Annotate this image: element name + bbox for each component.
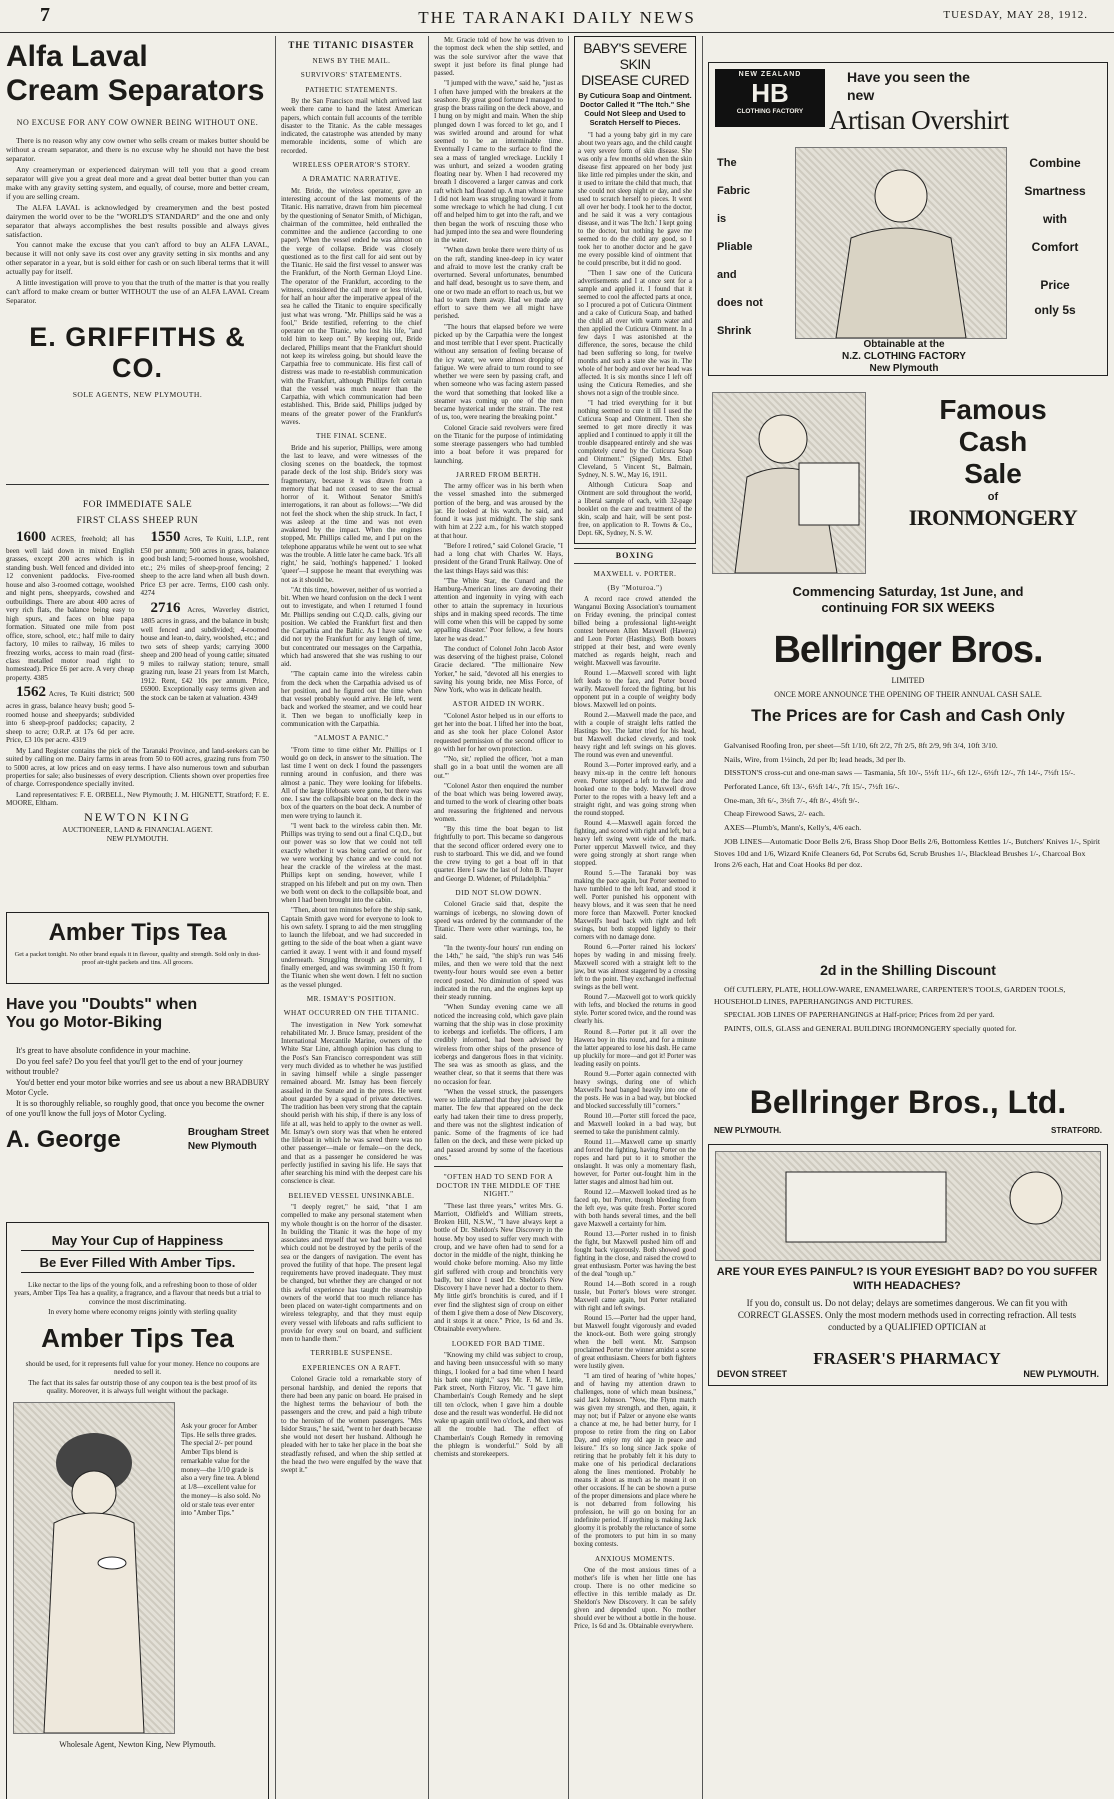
hb-badge-top: NEW ZEALAND xyxy=(738,71,802,78)
sale-text: Sale xyxy=(964,458,1022,489)
listing-number: 1550 xyxy=(150,529,181,545)
griffiths-name: E. GRIFFITHS & CO. xyxy=(29,322,246,384)
cuticura-para: "I had tried everything for it but nothing seemed to cure it till I used the Cuticura Soap and Ointment. Then she seemed to get more directly it was applied and I continued to apply it till the trouble disappeared entirely and she was completely cured by the Cuticura Soap and Ointment." (Signed) Mrs. Ethel Cleveland, 5 Vincent St., Balmain, Sydney, N. S. W., May 16, 1911. xyxy=(578,400,692,480)
page-number: 7 xyxy=(40,4,50,26)
discount-body xyxy=(714,984,1102,1037)
hb-price-label: Price xyxy=(1040,278,1070,292)
subheading: DID NOT SLOW DOWN. xyxy=(455,888,542,897)
boxing-byline: (By "Moturoa.") xyxy=(607,584,663,593)
listing-number: 1562 xyxy=(16,684,46,701)
hb-town: New Plymouth xyxy=(869,363,939,374)
right-ad-column xyxy=(708,36,1114,1799)
subheading: WIRELESS OPERATOR'S STORY. xyxy=(292,160,411,169)
alfa-title: Alfa Laval xyxy=(6,40,148,73)
croup-subheading: LOOKED FOR BAD TIME. xyxy=(451,1339,546,1348)
alfa-para: You cannot make the excuse that you can't afford to buy an ALFA LAVAL, because it will not only save its cost over any gravity setting in six months and any other separator in a year, but is sold either for cash or on such liberal terms that it will actually pay for itself. xyxy=(6,240,269,277)
alfa-para: A little investigation will prove to you that the truth of the matter is that you really can't afford to make cream or butter WITHOUT the use of an ALFA LAVAL Cream Separator. xyxy=(6,278,269,306)
subheading: PATHETIC STATEMENTS. xyxy=(305,85,398,94)
article-para: "When the vessel struck, the passengers were so little alarmed that they joked over the matter. The few that appeared on the deck early had taken their time to dress properly, and there was not the slightest indication of panic. Some of the fragments of ice had fallen on the deck, and these were picked up and passed around by some of the facetious ones." xyxy=(434,1087,563,1162)
boxing-para: Round 9.—Porter again connected with heavy swings, during one of which Maxwell's head banged heavily into one of the posts. He was in a bad way, but blocked and blocked successfully till "corners." xyxy=(574,1070,696,1110)
article-para: "When dawn broke there were thirty of us on the raft, standing knee-deep in icy water and afraid to move lest the cranky craft be overturned. Several unfortunates, benumbed and half dead, besought us to save them, and one or two made an effort to reach us, but we had to warn them away. Had we made any effort to save them we all might have perished. xyxy=(434,246,563,321)
cuticura-ad xyxy=(574,36,696,544)
croup-para: "These last three years," writes Mrs. G. Marriott, Oldfield's and William streets, Broken Hill, N.S.W., "I have always kept a bottle of Dr. Sheldon's New Discovery in the house. My boy used to suffer very much with croup, and we have often had to send for a doctor in the middle of the night, thinking he would choke before morning. Also my little girl suffered with croup and bronchitis very badly, but since I used Dr. Sheldon's New Discovery I have never had a doctor to them. My little girl's bronchitis is cured, and if I ever find the slightest sign of croup on either of them I give them a dose of New Discovery, and it stops it at once." Price, 1s 6d and 3s. Obtainable everywhere. xyxy=(434,1201,563,1334)
masthead xyxy=(0,0,1114,33)
boxing-para: Round 11.—Maxwell came up smartly and forced the fighting, having Porter on the ropes and hard put to it to smother the onslaught. It was only a momentary flash, however, for Porter out-fought him in the latter stages and almost had him out. xyxy=(574,1138,696,1186)
amber2-line2: Be Ever Filled With Amber Tips. xyxy=(21,1255,254,1273)
boxing-para: Round 1.—Maxwell scored with light left leads to the face, and Porter boxed warily. Maxwell forced the fighting, but his opponent put in a couple of weighty body blows. Maxwell led on points. xyxy=(574,669,696,709)
hb-badge-bottom: CLOTHING FACTORY xyxy=(736,108,804,115)
article-para: Bride and his superior, Phillips, were among the last to leave, and were witnesses of the closing scenes on the boatdeck, the topmost parade deck of the lost ship. Bride's story was fragmentary, because it was drawn from a memory that had not ceased to see the actual horror of it. Without Senator Smith's interrogations, it ran about as follows:—"We did not feel the shock when the ship struck. In fact, I was asleep at the time and was not even awakened by the impact. When the engines stopped, Mr. Phillips called me, and I put on the telephone apparatus while he went out to see what was the trouble. A little later he came back. 'It's all right,' he said, 'nothing's happened.' I looked 'queer'—I suppose he meant that everything was not as it should be. xyxy=(281,443,422,584)
subheading: NEWS BY THE MAIL. xyxy=(312,56,391,65)
article-para: "'No, sir,' replied the officer, 'not a man shall go in a boat until the women are all out.'" xyxy=(434,755,563,780)
bellringer-title-block xyxy=(878,394,1108,532)
price-item: Galvanised Roofing Iron, per sheet—5ft 1/10, 6ft 2/2, 7ft 2/5, 8ft 2/9, 9ft 3/4, 10ft 3/10. xyxy=(724,741,998,750)
croup-para: "Knowing my child was subject to croup, and having been unsuccessful with so many things, I looked for a bad time when I heard his bark one night," says Mr. F. M. Little, Park street, North Fitzroy, Vic. "I gave him Chamberlain's Cough Remedy and he slept till ten o'clock, when I gave him a double dose and the result was wonderful. He did not wake up again until two o'clock, and then was all the trouble had. The effect of Chamberlain's Cough Remedy in removing the phlegm is wonderful." Sold by all chemists and storekeepers. xyxy=(434,1351,563,1459)
newton-king-role: AUCTIONEER, LAND & FINANCIAL AGENT. xyxy=(62,824,213,834)
boxing-para: Round 4.—Maxwell again forced the fighting, and scored with right and left, but a heavy left swing went wide of the mark. Porter uppercut Maxwell twice, and they were going strongly at short range when stopped. xyxy=(574,820,696,868)
boxing-para: Round 7.—Maxwell got to work quickly with lefts, and blocked the returns in good style. Porter scored twice, and the round was clearly his. xyxy=(574,994,696,1026)
hb-feature: Combine xyxy=(1029,156,1081,170)
amber-tips-happiness-ad xyxy=(6,1222,269,1799)
moto-para: It's great to have absolute confidence in your machine. xyxy=(16,1046,191,1055)
sale-listings xyxy=(6,529,269,747)
boxing-heading: BOXING xyxy=(574,548,696,563)
hb-feature: with xyxy=(1043,212,1067,226)
amber-title: Amber Tips Tea xyxy=(48,919,227,946)
amber2-bottom xyxy=(13,1402,262,1734)
sale-subheading: FIRST CLASS SHEEP RUN xyxy=(76,516,199,526)
griffiths-agents: SOLE AGENTS, NEW PLYMOUTH. xyxy=(72,390,203,400)
article-para: "When Sunday evening came we all noticed the increasing cold, which gave plain warning that the ship was in close proximity to icebergs and icefields. The officers, I am credibly informed, had been advised by wireless from other ships of the presence of icebergs and dangerous floes in that vicinity. The sea was as smooth as glass, and the weather clear, so that it seems that there was no occasion for fear. xyxy=(434,1003,563,1086)
continuing-line: continuing FOR SIX WEEKS xyxy=(821,600,995,615)
moto-address: Brougham Street xyxy=(187,1127,269,1139)
article-para: Mr. Gracie told of how he was driven to the topmost deck when the ship settled, and was the sole survivor after the wave that swept it just before its final plunge had passed. xyxy=(434,36,563,77)
cash-text: Cash xyxy=(958,426,1028,457)
price-item: Nails, Wire, from 1½inch, 2d per lb; lead heads, 3d per lb. xyxy=(724,754,906,764)
moto-body xyxy=(6,1046,269,1118)
boxing-para: Round 3.—Porter improved early, and a heavy mix-up in the centre left honours even. Porter stopped a left to the face and hooked one to the body. Maxwell drove Porter to the ropes with a heavy left and a straight right, and was going strong when the round stopped. xyxy=(574,762,696,818)
article-para: The investigation in New York somewhat rehabilitated Mr. J. Bruce Ismay, president of the International Mercantile Marine, owners of the White Star Line, although opinion has clung to the Post's San Francisco correspondent was still very much divided as to whether he was justified in saving himself while a single passenger remained aboard. Mr. Ismay has been fiercely assailed in the Senate and in the press. He went about guarded by a squad of private detectives. The tradition has been very strong that the captain should perish with his ship, if there is any loss of life at all, was held to apply to the owner as well. Mr. Ismay's own story was that when he entered the lifeboat in which he was saved there was no other passenger—male or female—on the deck, and that as a passenger he considered he was perfectly justified in saving his life. He says that after searching his mind with the deepest care his conscience is clear. xyxy=(281,1020,422,1186)
moto-subtitle: You go Motor-Biking xyxy=(6,1014,163,1031)
hb-feature: The xyxy=(717,157,737,169)
amber2-para: The fact that its sales far outstrip those of any coupon tea is the best proof of its quality. Moreover, it is always full weight without the package. xyxy=(28,1378,257,1396)
anxious-heading: ANXIOUS MOMENTS. xyxy=(595,1555,675,1564)
frasers-name: FRASER'S PHARMACY xyxy=(813,1349,1001,1368)
commencing-text xyxy=(708,584,1108,616)
bellringer-name: Bellringer Bros. xyxy=(773,629,1043,671)
location-new-plymouth: NEW PLYMOUTH. xyxy=(714,1126,782,1135)
price-item: Perforated Lance, 6ft 13/-, 6½ft 14/-, 7ft 15/-, 7½ft 16/-. xyxy=(724,782,900,792)
hb-obtainable xyxy=(789,339,1019,375)
price-item: AXES—Plumb's, Mann's, Kelly's, 4/6 each. xyxy=(724,823,862,833)
boxing-para: Round 2.—Maxwell made the pace, and with a couple of straight lefts rattled the Hastings boy. The latter tried for his head, but Maxwell ducked cleverly, and took heavy right and left swings on his gloves. The round was even and uneventful. xyxy=(574,711,696,759)
eyes-question: ARE YOUR EYES PAINFUL? IS YOUR EYESIGHT BAD? DO YOU SUFFER WITH HEADACHES? xyxy=(716,1266,1098,1292)
sale-para: Land representatives: F. E. ORBELL, New Plymouth; J. M. HIGNETT, Stratford; F. E. MOORE, Eltham. xyxy=(6,790,269,808)
subheading: MR. ISMAY'S POSITION. xyxy=(306,994,397,1003)
cuticura-subtitle: By Cuticura Soap and Ointment. Doctor Called It "The Itch." She Could Not Sleep and Used to Scratch Herself to Pieces. xyxy=(578,91,692,127)
article-para: The army officer was in his berth when the vessel smashed into the submerged portion of the berg, and was aroused by the jar. He looked at his watch, he said, and found it was just midnight. The ship sank with him at 2.22 a.m., for his watch stopped at that hour. xyxy=(434,482,563,540)
hb-right-features xyxy=(1011,149,1099,321)
alfa-tagline: NO EXCUSE FOR ANY COW OWNER BEING WITHOUT ONE. xyxy=(16,118,259,127)
amber2-para: Like nectar to the lips of the young folk, and a refreshing boon to those of older years, Amber Tips Tea has a quality, a fragrance, and a flavour that needs but a trial to convince the most discriminating. xyxy=(14,1281,261,1306)
hb-feature: Comfort xyxy=(1031,240,1079,254)
amber-subtext: Get a packet tonight. No other brand equals it in flavour, quality and strength. Sold only in dust-proof air-tight packets and tins. All grocers. xyxy=(14,951,261,966)
subheading: BELIEVED VESSEL UNSINKABLE. xyxy=(288,1191,415,1200)
hb-logo xyxy=(715,69,825,127)
cuticura-para: "Then I saw one of the Cuticura advertisements and I at once sent for a sample and applied it. I found that it seemed to cool the affected parts at once, so I procured a pot of Cuticura Ointment and a cake of Cuticura Soap, and bathed the child all over with warm water and then applied the Cuticura Ointment. In a few days I was astonished at the difference, the sores, because the child had been suffering so long, for twelve months and such a state she was in. The whole of her body and over her head was affected. It is six months since I left off using the Cuticura Remedies, and she shows not a sign of the trouble since. xyxy=(578,269,692,397)
subheading: WHAT OCCURRED ON THE TITANIC. xyxy=(283,1009,420,1018)
cuticura-title: BABY'S SEVERE SKIN xyxy=(583,40,687,72)
subheading: THE FINAL SCENE. xyxy=(315,432,388,441)
sale-heading: FOR IMMEDIATE SALE xyxy=(82,500,193,510)
subheading: SURVIVORS' STATEMENTS. xyxy=(300,71,403,80)
titanic-continued-column xyxy=(434,36,563,1799)
boxing-para: Round 15.—Porter had the upper hand, but Maxwell fought vigorously and evaded the knock-out. Both were going strongly when the bell went. Mr. Sampson proclaimed Porter the winner amidst a scene of great enthusiasm. Cheers for both fighters were lustily given. xyxy=(574,1315,696,1371)
subheading: TERRIBLE SUSPENSE. xyxy=(310,1349,393,1358)
boxing-para: Round 12.—Maxwell looked tired as he faced up, but Porter, though bleeding from the left eye, was quite fresh. Porter scored with both hands several times, and the bell gave Maxwell a certainty for him. xyxy=(574,1188,696,1228)
a-george-name: A. George xyxy=(6,1126,121,1154)
boxing-para: Round 8.—Porter put it all over the Hawera boy in this round, and for a minute the latter appeared to lose his dash. He came up pluckily for more—and got it! Porter was leading easily on points. xyxy=(574,1028,696,1068)
divider xyxy=(434,1166,563,1167)
listing-text: ACRES, freehold; all has been well laid down in mixed English grasses, except 200 acres which is in standing bush. Well fenced and divided into 12 convenient paddocks. Five-roomed house and also 3-roomed cottage, woolshed and night pens, sheepyards, cowshed and outbuildings. There are about 400 acres of very rich flats, the balance being easy to high spurs, and faces on blue papa formation. Situated one mile from post office, store, school, etc.; half mile to dairy factory, 10 miles to railway, 16 miles to freezing works, access to main road (first-class metalled motor road right to homestead). Price £6 per acre. A very cheap property. 4385 xyxy=(6,535,135,682)
hb-feature: and xyxy=(717,269,737,281)
price-item: Cheap Firewood Saws, 2/- each. xyxy=(724,809,825,819)
listing-text: Acres, Waverley district, 1805 acres in grass, and the balance in bush; well fenced and subdivided; 4-roomed house and lean-to, dairy, woolshed, etc.; and two sets of sheep yards; carrying 3000 sheep and 200 head of young cattle; situated 9 miles to railway station; tenure, small grazing run, lease 21 years from 1st March, 1912. Rent, £42 10s per annum. Price, £6900. Exceptionally easy terms given and the stock can be taken at valuation. 4349 xyxy=(140,605,269,702)
moto-footer xyxy=(6,1126,269,1154)
moto-title: Have you "Doubts" when xyxy=(6,996,198,1013)
article-para: "By this time the boat began to list frightfully to port. This became so dangerous that the second officer ordered every one to rush to starboard. This we did, and we found the crew trying to get a boat off in that quarter. Here I saw the last of John B. Thayer and George D. Widener, of Philadelphia." xyxy=(434,825,563,883)
hb-feature: Shrink xyxy=(717,325,752,337)
hb-headline: Have you seen the xyxy=(847,69,970,85)
divider xyxy=(6,484,269,485)
titanic-heading: THE TITANIC DISASTER xyxy=(288,40,415,50)
amber2-footer: Wholesale Agent, Newton King, New Plymouth. xyxy=(59,1739,216,1749)
moto-town: New Plymouth xyxy=(187,1141,257,1153)
famous-text: Famous xyxy=(939,394,1047,425)
moto-para: Do you feel safe? Do you feel that you'll get to the end of your journey without trouble? xyxy=(6,1057,243,1076)
hb-product: Artisan Overshirt xyxy=(829,105,1009,135)
article-para: "I went back to the wireless cabin then. Mr. Phillips was trying to send out a final C.Q.D., but our power was so low that we could not tell exactly whether it was being carried or not, for we were working by chance and we could not hear the crackle of the wireless at the mast. Phillips kept on sending, however, while I strapped on his lifebelt and put on my own. Then we both went on deck to the collapsible boat, and when I had been brought into the cabin. xyxy=(281,821,422,904)
subheading: ASTOR AIDED IN WORK. xyxy=(452,700,545,709)
alfa-body xyxy=(6,137,269,306)
sale-notes xyxy=(6,747,269,808)
alfa-para: Any creameryman or experienced dairyman will tell you that a good cream separator will give you a great deal more and a great deal better butter than you can make with any gravity setting system, and equally, of course, more and better cream, if you are selling cream. xyxy=(6,164,269,201)
boxing-para: A record race crowd attended the Wanganui Boxing Association's tournament on Friday evening, the principal contest billed being a professional light-weight contest between Allen Maxwell (Hawera) and Leon Porter (Hastings). Both boxers stripped at their best, and were evenly matched as regards height, reach and weight. Maxwell was favourite. xyxy=(574,595,696,667)
article-para: "Before I retired," said Colonel Gracie, "I had a long chat with Charles W. Hays, president of the Grand Trunk Railway. One of the last things Hays said was this: xyxy=(434,541,563,575)
commencing-line: Commencing Saturday, 1st June, and xyxy=(792,584,1024,599)
alfa-para: There is no reason why any cow owner who sells cream or makes butter should be without a cream separator, and there is no excuse why he should not have the best separator. xyxy=(6,136,269,163)
subheading: JARRED FROM BERTH. xyxy=(455,470,542,479)
shopkeeper-illustration xyxy=(712,392,866,574)
cuticura-para: Although Cuticura Soap and Ointment are sold throughout the world, a liberal sample of each, with 32-page booklet on the care and treatment of the skin, scalp and hair, will be sent post-free, on application to R. Towns & Co., Dept. 6K, Sydney, N. S. W. xyxy=(578,482,692,538)
boxing-subheading: MAXWELL v. PORTER. xyxy=(593,569,677,578)
article-para: Colonel Gracie said that, despite the warnings of icebergs, no slowing down of speed was ordered by the commander of the Titanic. There were other warnings, too, he said. xyxy=(434,900,563,942)
subheading: "ALMOST A PANIC." xyxy=(314,734,389,743)
hb-feature: Pliable xyxy=(717,241,753,253)
newton-king-location: NEW PLYMOUTH. xyxy=(106,833,169,843)
croup-heading: "OFTEN HAD TO SEND FOR A DOCTOR IN THE MIDDLE OF THE NIGHT." xyxy=(436,1173,561,1199)
article-para: "The White Star, the Cunard and the Hamburg-American lines are devoting their attention and ingenuity in vying with each other to attain the supremacy in luxurious ships and in making speed records. The time will come when this will be capped by some appalling disaster.' Poor fellow, a few hours later he was dead." xyxy=(434,576,563,643)
article-para: Colonel Gracie said revolvers were fired on the Titanic for the purpose of intimidating some steerage passengers who had tumbled into a boat before it was prepared for launching. xyxy=(434,423,563,465)
price-item: DISSTON'S cross-cut and one-man saws — Tasmania, 5ft 10/-, 5½ft 11/-, 6ft 12/-, 6½ft 12/-, 7ft 14/-, 7½ft 15/-. xyxy=(724,768,1076,778)
boxing-para: "I am tired of hearing of 'white hopes,' and of having my attention drawn to challenges, none of which mean business," said Jack Johnson. "Now, the Flynn match was given my strength, and then, again, it may not; but if Palzer or anyone else wants a chance at me, he had better hurry, for I propose to retire from the ring on Labor Day, and enjoy my old age in peace and leisure." It's so long since Jack spoke of retiring that he probably felt it his duty to make one of his periodical declarations along the lines mentioned. Probably he means it about as much as he meant it on other occasions. If he can be shown a purse of the proper dimensions and place where he is not debarred from following his profession, he will go on boxing for an indefinite period. If anything is making Jack gloomy it is probably the reluctance of some of the promoters to put him in so many boxing contests. xyxy=(574,1373,696,1549)
column-rule xyxy=(275,36,276,1799)
bellringer-limited: LIMITED xyxy=(891,676,925,685)
man-in-overshirt-illustration xyxy=(795,147,1007,339)
hb-price: only 5s xyxy=(1034,303,1076,317)
motor-bike-ad xyxy=(6,992,269,1214)
newspaper-title: THE TARANAKI DAILY NEWS xyxy=(418,8,696,27)
listing-text: Acres, Te Kuiti district; 500 acres in grass, balance heavy bush; good 5-roomed house and sheepyards; subdivided into 6 sheep-proof paddocks; capacity, 2 sheep to acre; O.R.P. at 17s 6d per acre. Price, £3 10s per acre. 4319 xyxy=(6,690,135,745)
amber2-para: should be used, for it represents full value for your money. Hence no coupons are needed to sell it. xyxy=(25,1359,260,1377)
article-para: "The hours that elapsed before we were picked up by the Carpathia were the longest and most terrible that I ever spent. Practically without any sensation of feeling because of the icy water, we were almost dropping of fatigue. We were afraid to turn round to see whether we were seen by passing craft, and when someone who was facing astern passed the word that something that looked like a steamer was coming up one of the men became hysterical under the strain. The rest of us, too, were nearing the breaking point." xyxy=(434,322,563,422)
column-rule xyxy=(428,36,429,1799)
titanic-column xyxy=(281,36,422,1799)
hb-letters: HB xyxy=(751,78,789,108)
moto-para: You'd better end your motor bike worries and see us about a new BRADBURY Motor Cycle. xyxy=(6,1078,269,1097)
amber2-intro xyxy=(13,1281,262,1317)
cuticura-title2: DISEASE CURED xyxy=(581,72,689,88)
article-para: "Colonel Astor helped us in our efforts to get her into the boat. I lifted her into the boat, and as she took her place Colonel Astor requested permission of the second officer to go with her for her own protection. xyxy=(434,711,563,753)
moto-para: It is so thoroughly reliable, so roughly good, that once you become the owner of one you'll know the full joys of Motor Cycling. xyxy=(6,1099,265,1118)
hb-feature: Fabric xyxy=(717,185,751,197)
amber2-body xyxy=(13,1360,262,1396)
alfa-subtitle: Cream Separators xyxy=(6,74,265,107)
discount-headline: 2d in the Shilling Discount xyxy=(820,962,996,978)
article-para: Mr. Bride, the wireless operator, gave an interesting account of the last moments of the Titanic. His narrative, drawn from him piecemeal by the questioning of Senator Smith, of Michigan, chairman of the committee, held enthralled the committee and the audience (according to one paper). When the vessel ended he was almost on the verge of collapse. Bride was closely questioned as to the first call for aid sent out by the Titanic. He said the first vessel to answer was the Frankfurt, of the North German Lloyd Line. The operator of the Frankfurt, according to the witness, considered the call more or less trivial, for half an hour after the imperative appeal of the sea he called the Titanic to enquire specifically just what was wrong. "Mr. Phillips said he was a fool," Bride testified, referring to the chief operator on the Titanic, who lost his life, "and told him to keep out." By keeping out, Bride declared, Phillips meant that the Frankfurt should not keep its wireless going, but should leave the Carpathia free to communicate. His first call of distress was made to re-establish communication with the Frankfurt, although Phillips felt certain that the vessel was much nearer than the Carpathia, with which communication had been established. This, Bride said, Phillips judged by means of the greater power of the Frankfurt's waves. xyxy=(281,186,422,426)
listing-number: 1600 xyxy=(16,529,46,545)
boxing-para: Round 6.—Porter rained his lockers' hopes by wading in and missing freely. Maxwell scored with a straight left to the jaw, but was almost staggered by a crossing left to the point. They exchanged ineffectual swings as the bell went. xyxy=(574,944,696,992)
article-para: "I deeply regret," he said, "that I am compelled to make any personal statement when my whole thought is on the horror of the disaster. In building the Titanic it was the hope of my associates and myself that we had built a vessel which could not be destroyed by the perils of the sea or the dangers of navigation. The event has proved the futility of that hope. The present legal requirements have proved inadequate. They must be changed, but whether they are changed or not this awful experience has taught the steamship owners of the world that too much reliance has been placed on water-tight compartments and on wireless telegraphy, and that they must equip every vessel with lifeboats and rafts sufficient to provide for every soul on board, and sufficient men to handle them." xyxy=(281,1203,422,1344)
column-rule xyxy=(702,36,703,1799)
left-ad-column xyxy=(0,36,275,1799)
hb-obtainable-line: Obtainable at the xyxy=(863,339,945,350)
price-item: One-man, 3ft 6/-, 3½ft 7/-, 4ft 8/-, 4½ft 9/-. xyxy=(724,795,860,805)
article-para: "The captain came into the wireless cabin from the deck when the Carpathia advised us of her position, and he figured out the time when that vessel probably would arrive. He left, went back and worked the steamer, and we could hear it. Then we began to unofficially keep in communication with the Carpathia. xyxy=(281,670,422,728)
paints-text: PAINTS, OILS, GLASS and GENERAL BUILDING IRONMONGERY specially quoted for. xyxy=(724,1024,1017,1034)
article-para: By the San Francisco mail which arrived last week there came to hand the latest American papers, which contain full accounts of the terrible disaster to the Titanic. As the cable messages indicated, the catastrophe was attended by many memorable incidents, some of which are recorded. xyxy=(281,97,422,155)
hb-left-features xyxy=(717,149,787,345)
article-para: "From time to time either Mr. Phillips or I would go on deck, in answer to the situation. The last time I went on deck I found the passengers running around in confusion, and there was almost a panic. They were looking for lifebelts. All of the large lifeboats were gone, but there was one. I saw the collapsible boat on the deck in the box of the quarters on the boat deck. A number of men were trying to launch it. xyxy=(281,745,422,820)
boxing-column xyxy=(574,36,696,1799)
frasers-town: NEW PLYMOUTH. xyxy=(1023,1369,1099,1379)
article-para: "I jumped with the wave," said he, "just as I often have jumped with the breakers at the seashore. By great good fortune I managed to grasp the brass railing on the deck above, and I hung on by might and main. When the ship plunged down I was forced to let go, and I was swirled around and around for what seemed to be an interminable time. Eventually I came to the surface to find the sea a mass of tangled wreckage. Luckily I was unhurt, and seized a wooden grating floating near by. When I had recovered my breath I discovered a larger canvas and cork raft which had floated up. A man whose name I did not learn was struggling toward it from some wreckage to which he had clung. I cut off and helped him to get into the raft, and we then began the work of rescuing those who had jumped into the sea and were floundering in the water. xyxy=(434,79,563,244)
boxing-para: Round 13.—Porter rushed in to finish the fight, but Maxwell pushed him off and fought back vigorously. Both showed good fighting in the close, and raised the crowd to great enthusiasm. Porter was having the best of the deal "tough up." xyxy=(574,1230,696,1278)
frasers-street: DEVON STREET xyxy=(717,1369,788,1379)
woman-drinking-tea-illustration xyxy=(13,1402,175,1734)
amber2-para: In every home where economy reigns jointly with sterling quality xyxy=(48,1308,237,1317)
hb-headline-new: new xyxy=(847,87,875,103)
newton-king-name: NEWTON KING xyxy=(84,809,191,824)
ironmongery-text: IRONMONGERY xyxy=(908,505,1078,530)
subheading: EXPERIENCES ON A RAFT. xyxy=(302,1363,401,1372)
hb-feature: does not xyxy=(717,297,763,309)
article-para: Colonel Gracie told a remarkable story of personal hardship, and denied the reports that there had been any panic on board. He praised in the highest terms the behaviour of both the passengers and the crew, and paid a high tribute to the heroism of the women passengers. "Mrs Isidor Straus," he said, "went to her death because she would not desert her husband. Although he pleaded with her to take her place in the boat she steadfastly refused, and when the ship settled at the head the two were engulfed by the wave that swept it." xyxy=(281,1375,422,1475)
bellringer-announcement: ONCE MORE ANNOUNCE THE OPENING OF THEIR ANNUAL CASH SALE. xyxy=(774,690,1042,699)
price-item: JOB LINES—Automatic Door Bells 2/6, Brass Shop Door Bells 2/6, Bottomless Kettles 1/-, Butchers' Knives 1/-, Spirit Stoves 10d and 1/6, Wizard Knife Cleaners 6d, Pot Scrubs 6d, Scrub Brushes 1/-, Blacklead Brushes 1/-, Charcoal Box Irons 2/6 each, Hat and Coat Hooks 8d per doz. xyxy=(714,836,1101,870)
cuticura-para: "I had a young baby girl in my care about two years ago, and the child caught a very severe form of skin disease. She was only a few months old when the skin disease first appeared on her body just like little red pimples under the skin, and it used to irritate the child that much, that she could not sleep night or day, and she used to scratch herself to pieces. It went all over her body. I took her to the doctor, and he said it was a very contagious disease, and it was 'The Itch.' I kept going to the doctor, but nothing he gave me seemed to do the child any good, so I took her to another doctor and he gave me every possible kind of ointment that he could prescribe, but it did no good. xyxy=(578,131,692,267)
article-para: The conduct of Colonel John Jacob Astor was deserving of the highest praise, Colonel Gracie declared. "The millionaire New Yorker," he said, "devoted all his energies to saving his young bride, nee Miss Force, of New York, who was in delicate health. xyxy=(434,644,563,695)
listing-number: 2716 xyxy=(150,599,181,616)
hb-overshirt-ad xyxy=(708,62,1108,376)
article-para: "At this time, however, neither of us worried a bit. When we heard confusion on the deck I went out to investigate, and when I returned I found Mr. Phillips sending out C.Q.D. calls, giving our position. We cabled the Frankfurt first and then the Carpathia and the Baltic. As I have said, we did not try the Frankfurt for any length of time, but concentrated our messages on the Carpathia, which had answered that she was rushing to our aid. xyxy=(281,585,422,669)
sale-para: My Land Register contains the pick of the Taranaki Province, and land-seekers can be suited by calling on me. Dairy farms in areas from 50 to 600 acres, grazing runs from 750 to 5000 acres, at low prices and on easy terms. I have also numerous town and suburban properties for sale; also businesses of every description. Clients shown over properties free of charge. Correspondence specially invited. xyxy=(6,746,269,789)
hb-factory: N.Z. CLOTHING FACTORY xyxy=(842,351,966,362)
article-para: "Then, about ten minutes before the ship sank, Captain Smith gave word for everyone to look to his own safety. I sprang to aid the men struggling to launch the lifeboat, and we had succeeded in getting to the side of the boat when a giant wave carried it away. I went with it and found myself underneath. Struggling through an eternity, I finally emerged, and was swimming 150 ft from the Titanic when she went down. I felt no suction as the vessel plunged. xyxy=(281,906,422,989)
column-rule xyxy=(568,36,569,1799)
bellringer-ltd-name: Bellringer Bros., Ltd. xyxy=(749,1084,1067,1120)
boxing-para: One of the most anxious times of a mother's life is when her little one has croup. There is no other medicine so effective in this terrible malady as Dr. Sheldon's New Discovery. It can be safely given and depended upon. No mother should ever be without a bottle in the house. Price, 1s 6d and 3s. Obtainable everywhere. xyxy=(574,1566,696,1631)
article-para: "Colonel Astor then enquired the number of the boat which was being lowered away, and turned to the work of clearing other boats and reassuring the frightened and nervous women. xyxy=(434,781,563,823)
alfa-laval-ad xyxy=(6,40,269,400)
boxing-para: Round 14.—Both scored in a rough tussle, but Porter's blows were stronger. Maxwell came again, but Porter retaliated with right and left swings. xyxy=(574,1280,696,1313)
amber2-side-text: Ask your grocer for Amber Tips. He sells three grades. The special 2/- per pound Amber Tips blend is remarkable value for the money—the 1/10 grade is also a very fine tea. A blend at 1/8—excellent value for the money—is also sold. No old or stale teas ever enter into "Amber Tips." xyxy=(181,1421,261,1518)
subheading: A DRAMATIC NARRATIVE. xyxy=(302,175,401,184)
article-para: "In the twenty-four hours' run ending on the 14th," he said, "the ship's run was 546 miles, and then we were told that the next twenty-four hours would see even a better record posted. No diminution of speed was indicated in the run, and the engines kept up their steady running. xyxy=(434,943,563,1002)
boxing-para: Round 5.—The Taranaki boy was making the pace again, but Porter seemed to have tumbled to the left lead, and stood it well. Porter punished his opponent with heavy blows, and it was seen that he need more force than Maxwell. Porter knocked Maxwell's head back with right and left swings, but both stopped lightly to their corners with no damage done. xyxy=(574,870,696,942)
listing-text: Acres, Te Kuiti, L.I.P., rent £50 per annum; 500 acres in grass, balance good bush land; 5-roomed house, woolshed, etc.; 2½ miles of sheep-proof fencing; 2 sheep to the acre land when all bush down. Price £3 per acre. Terms, £100 cash only. 4274 xyxy=(140,535,269,598)
bellringer-items xyxy=(714,740,1102,873)
amber2-title: Amber Tips Tea xyxy=(41,1322,234,1353)
frasers-body: If you do, consult us. Do not delay; delays are sometimes dangerous. We can fit you with CORRECT GLASSES. Only the most modern methods used in correcting refraction. All tests conducted by a QUALIFIED OPTICIAN at xyxy=(737,1298,1077,1332)
amber2-line1: May Your Cup of Happiness xyxy=(21,1233,254,1251)
reading-man-illustration xyxy=(715,1151,1101,1261)
newton-king-ad xyxy=(6,494,269,906)
hb-feature: Smartness xyxy=(1024,184,1086,198)
special-lines: SPECIAL JOB LINES OF PAPERHANGINGS at Half-price; Prices from 2d per yard. xyxy=(724,1010,995,1020)
issue-date: TUESDAY, MAY 28, 1912. xyxy=(943,9,1088,21)
of-text: of xyxy=(987,491,999,503)
prices-headline: The Prices are for Cash and Cash Only xyxy=(751,706,1065,725)
boxing-para: Round 10.—Porter still forced the pace, and Maxwell looked in a bad way, but seemed to take the punishment calmly. xyxy=(574,1112,696,1136)
discount-text: Off CUTLERY, PLATE, HOLLOW-WARE, ENAMELWARE, CARPENTER'S TOOLS, GARDEN TOOLS, HOUSEHOLD LINES, PAPERHANGINGS AND PICTURES. xyxy=(714,985,1066,1006)
frasers-pharmacy-ad xyxy=(708,1144,1108,1386)
location-stratford: STRATFORD. xyxy=(1051,1126,1102,1135)
hb-feature: is xyxy=(717,213,727,225)
alfa-para: The ALFA LAVAL is acknowledged by creamerymen and the best posted dairymen the world over to be the "WORLD'S STANDARD" and the one and only separator that always accomplishes the best results possible and always gives satisfaction. xyxy=(6,202,269,239)
amber-tips-ad xyxy=(6,912,269,984)
